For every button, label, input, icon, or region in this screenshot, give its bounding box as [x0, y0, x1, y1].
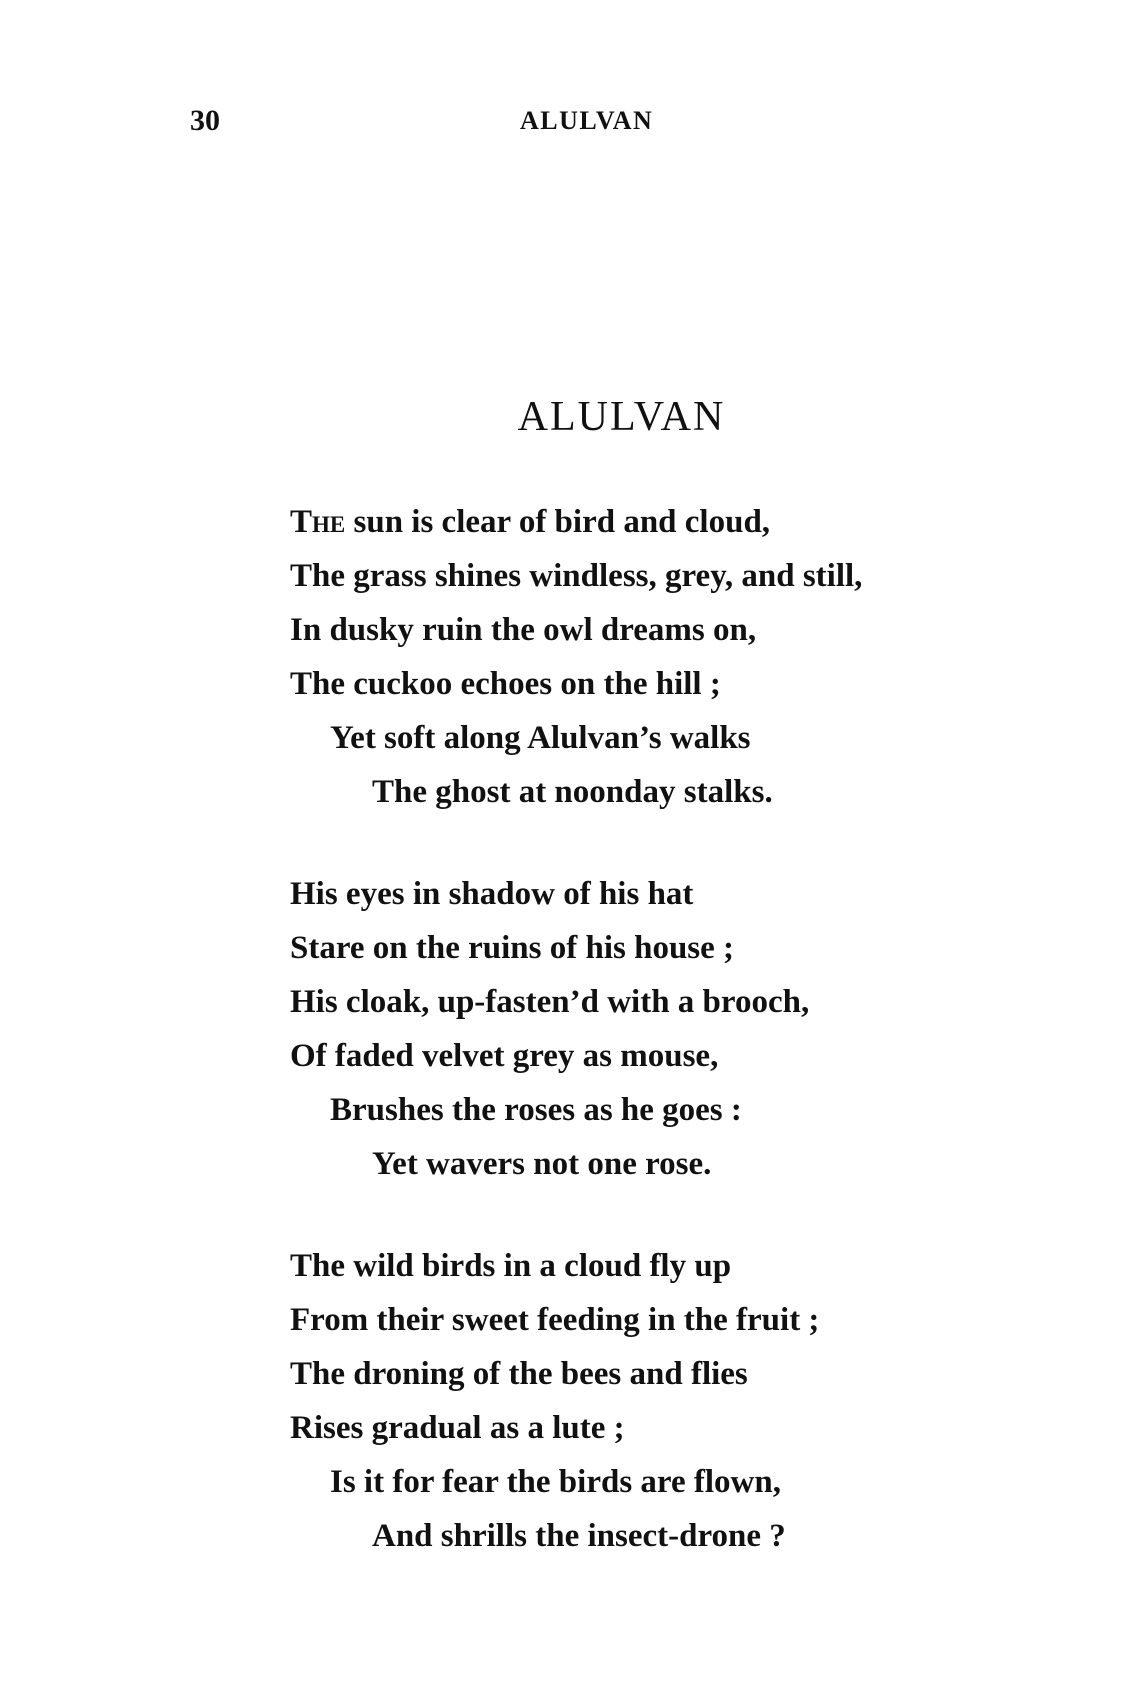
poem-line: The ghost at noonday stalks. [372, 774, 773, 810]
poem-line: Stare on the ruins of his house ; [290, 930, 735, 966]
first-word-smallcaps: The [290, 504, 346, 540]
page-number: 30 [190, 104, 220, 137]
line-rest: sun is clear of bird and cloud, [345, 504, 771, 540]
poem-line: In dusky ruin the owl dreams on, [290, 612, 757, 648]
poem-line: Yet wavers not one rose. [372, 1146, 712, 1182]
poem-line: Yet soft along Alulvan’s walks [330, 720, 751, 756]
poem-title: ALULVAN [517, 394, 726, 440]
poem-line: His cloak, up-fasten’d with a brooch, [290, 984, 810, 1020]
poem-line: His eyes in shadow of his hat [290, 876, 694, 912]
stanza-1 [290, 495, 1070, 819]
poem-body [290, 495, 1070, 1611]
poem-line: From their sweet feeding in the fruit ; [290, 1302, 820, 1338]
poem-line [290, 495, 1070, 549]
poem-line: And shrills the insect-drone ? [372, 1518, 786, 1554]
stanza-3 [290, 1239, 1070, 1563]
poem-line: Is it for fear the birds are flown, [330, 1464, 781, 1500]
running-head: ALULVAN [520, 106, 654, 135]
poem-line: The grass shines windless, grey, and still, [290, 558, 863, 594]
poem-line: Brushes the roses as he goes : [330, 1092, 742, 1128]
stanza-2 [290, 867, 1070, 1191]
poem-line: The wild birds in a cloud fly up [290, 1248, 732, 1284]
poem-line: Rises gradual as a lute ; [290, 1410, 625, 1446]
poem-line: Of faded velvet grey as mouse, [290, 1038, 719, 1074]
poem-line: The droning of the bees and flies [290, 1356, 748, 1392]
poem-line: The cuckoo echoes on the hill ; [290, 666, 721, 702]
